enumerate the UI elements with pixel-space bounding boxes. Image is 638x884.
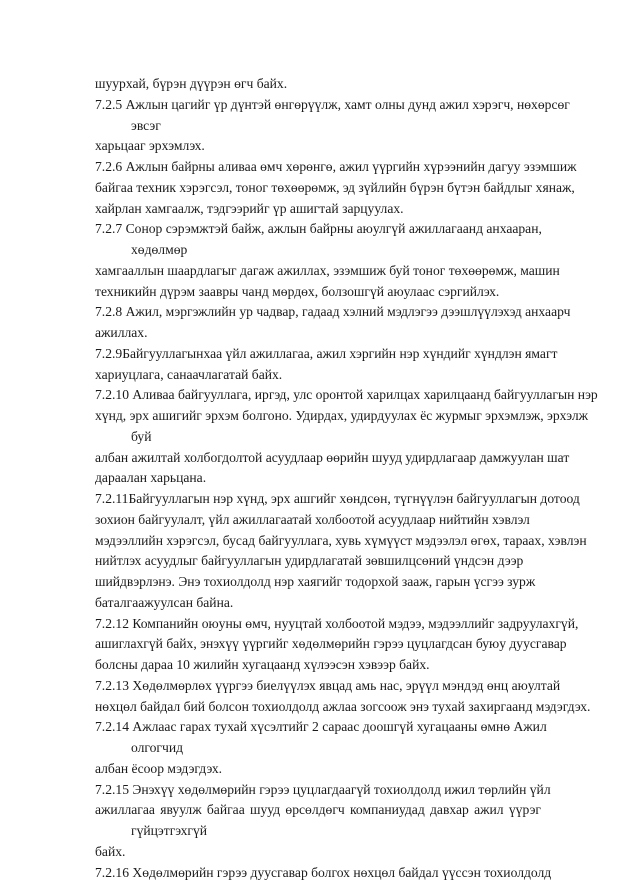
document-text-line: 7.2.7 Сонор сэрэмжтэй байж, ажлын байрны аюулгүй ажиллагаанд анхааран, bbox=[95, 221, 542, 237]
document-text-line: 7.2.13 Хөдөлмөрлөх үүргээ биелүүлэх явцад амь нас, эрүүл мэндэд өнц аюултай bbox=[95, 677, 561, 693]
document-text-line: байх. bbox=[95, 843, 126, 859]
document-text-line: 7.2.12 Компанийн оюуны өмч, нууцтай холбоотой мэдээ, мэдээллийг задруулахгүй, bbox=[95, 615, 579, 631]
document-text-line: мэдээллийн хэрэгсэл, бусад байгууллага, хувь хүмүүст мэдээлэл өгөх, тараах, хэвлэн bbox=[95, 532, 587, 548]
document-text-line: шуурхай, бүрэн дүүрэн өгч байх. bbox=[95, 76, 288, 91]
document-text-line: ажиллах. bbox=[95, 325, 148, 340]
document-text-line: буй bbox=[131, 428, 152, 444]
document-text-line: албан ажилтай холбогдолтой асуудлаар өөрийн шууд удирдлагаар дамжуулан шат bbox=[95, 449, 570, 465]
document-text-line: ашиглахгүй байх, энэхүү үүргийг хөдөлмөрийн гэрээ цуцлагдсан буюу дуусгавар bbox=[95, 636, 567, 652]
document-text-line: 7.2.9Байгууллагынхаа үйл ажиллагаа, ажил хэргийн нэр хүндийг хүндлэн ямагт bbox=[95, 345, 558, 361]
document-text-line: ажиллагаа явуулж байгаа шууд өрсөлдөгч компаниудад давхар ажил үүрэг bbox=[95, 802, 541, 818]
document-text-line: зохион байгуулалт, үйл ажиллагаатай холбоотой асуудлаар нийтийн хэвлэл bbox=[95, 511, 530, 527]
document-text-line: 7.2.14 Ажлаас гарах тухай хүсэлтийг 2 сараас доошгүй хугацааны өмнө Ажил bbox=[95, 719, 547, 735]
document-text-line: харьцааг эрхэмлэх. bbox=[95, 138, 205, 154]
document-text-line: эвсэг bbox=[131, 117, 161, 133]
document-text-line: болсны дараа 10 жилийн хугацаанд хүлээсэн хэвээр байх. bbox=[95, 657, 430, 672]
document-text-line: 7.2.8 Ажил, мэргэжлийн ур чадвар, гадаад хэлний мэдлэгээ дээшлүүлэхэд анхаарч bbox=[95, 304, 571, 320]
document-text-line: нөхцөл байдал бий болсон тохиолдолд ажлаа зогсоож энэ тухай захиргаанд мэдэгдэх. bbox=[95, 698, 591, 714]
document-text-line: хамгааллын шаардлагыг дагаж ажиллах, эзэмшиж буй тоног төхөөрөмж, машин bbox=[95, 262, 560, 278]
document-text-line: 7.2.10 Аливаа байгууллага, иргэд, улс оронтой харилцах харилцаанд байгууллагын нэр bbox=[95, 387, 598, 403]
document-text-line: албан ёсоор мэдэгдэх. bbox=[95, 760, 223, 776]
document-text-line: техникийн дүрэм заавры чанд мөрдөх, болзошгүй аюулаас сэргийлэх. bbox=[95, 283, 500, 299]
document-text-line: хайрлан хамгаалж, тэдгээрийг үр ашигтай зарцуулах. bbox=[95, 200, 404, 216]
document-text-line: гүйцэтгэхгүй bbox=[131, 823, 208, 838]
document-text-line: 7.2.15 Энэхүү хөдөлмөрийн гэрээ цуцлагдаагүй тохиолдолд ижил төрлийн үйл bbox=[95, 781, 551, 797]
document-text-line: олгогчид bbox=[131, 740, 184, 755]
document-text-line: хариуцлага, санаачлагатай байх. bbox=[95, 366, 283, 382]
document-text-line: дараалан харьцана. bbox=[95, 470, 207, 486]
document-text-line: нийтлэх асуудлыг байгууллагын удирдлагатай зөвшилцсөний үндсэн дээр bbox=[95, 553, 524, 569]
document-text-line: байгаа техник хэрэгсэл, тоног төхөөрөмж, эд зүйлийн бүрэн бүтэн байдлыг хянаж, bbox=[95, 179, 575, 195]
document-text-line: 7.2.11Байгууллагын нэр хүнд, эрх ашгийг хөндсөн, түгнүүлэн байгууллагын дотоод bbox=[95, 491, 580, 506]
document-text-line: 7.2.5 Ажлын цагийг үр дүнтэй өнгөрүүлж, хамт олны дунд ажил хэрэгч, нөхөрсөг bbox=[95, 96, 570, 112]
document-text-line: хүнд, эрх ашигийг эрхэм болгоно. Удирдах, удирдуулах ёс журмыг эрхэмлэж, эрхэлж bbox=[95, 408, 589, 423]
document-text-line: 7.2.16 Хөдөлмөрийн гэрээ дуусгавар болгох нөхцөл байдал үүссэн тохиолдолд bbox=[95, 864, 552, 880]
document-text-line: 7.2.6 Ажлын байрны аливаа өмч хөрөнгө, ажил үүргийн хүрээнийн дагуу эзэмшиж bbox=[95, 159, 577, 174]
document-text-line: баталгаажуулсан байна. bbox=[95, 594, 234, 610]
document-text-line: хөдөлмөр bbox=[131, 242, 188, 257]
document-text-line: шийдвэрлэнэ. Энэ тохиолдолд нэр хаягийг тодорхой зааж, гарын үсгээ зурж bbox=[95, 574, 536, 589]
